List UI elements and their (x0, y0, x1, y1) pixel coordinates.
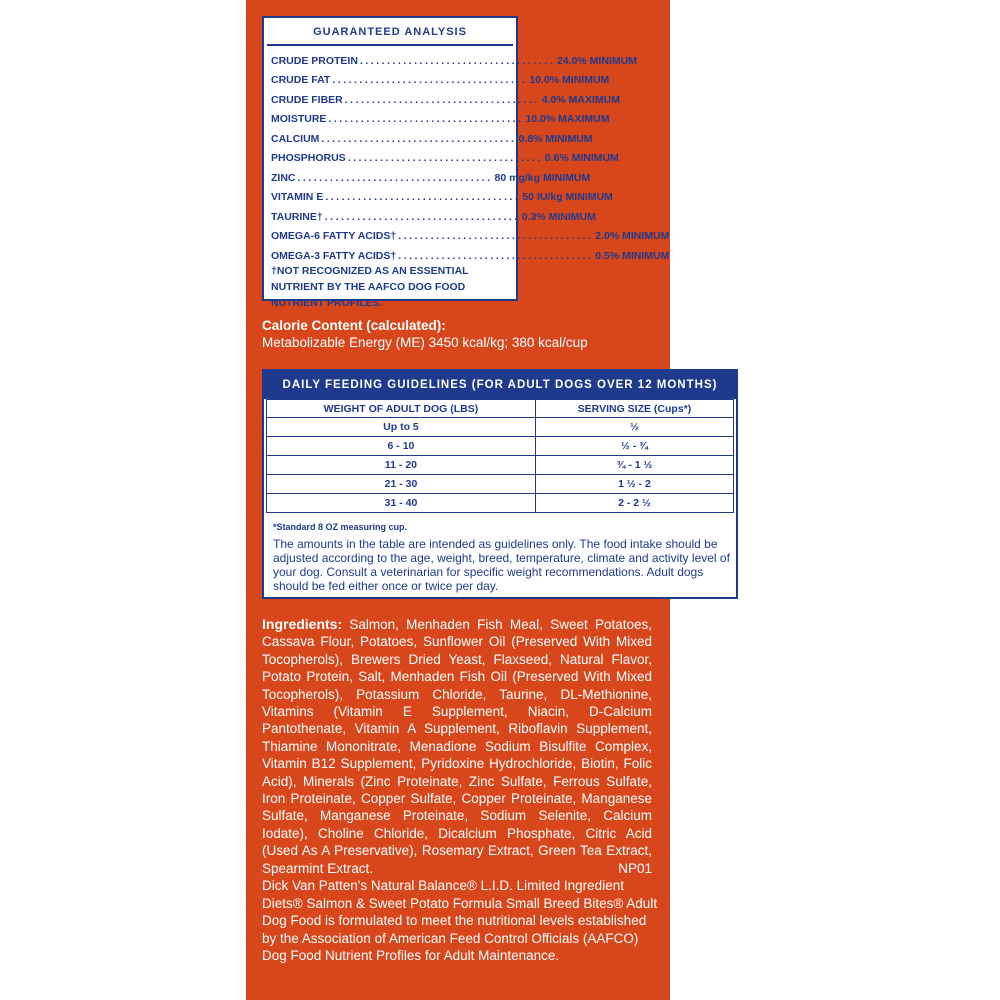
analysis-row: CRUDE FAT .................................... 10.0% MINIMUM (271, 74, 610, 86)
feeding-table (266, 399, 734, 513)
calorie-heading: Calorie Content (calculated): (262, 318, 446, 333)
table-row (267, 494, 734, 513)
analysis-value: 0.5% MINIMUM (595, 249, 670, 262)
analysis-name: TAURINE† (271, 210, 323, 223)
feeding-note: The amounts in the table are intended as guidelines only. The food intake should be adjusted according to the age, weight, breed, temperature, climate and activity level of your dog. Consult a veterinarian for specific weight recommendations. Adult dogs should be fed either once or twice per day. (273, 537, 730, 593)
table-row (267, 475, 734, 494)
col-serving-header: SERVING SIZE (Cups*) (535, 400, 733, 418)
analysis-value: 10.0% MINIMUM (529, 74, 610, 86)
analysis-value: 4.0% MAXIMUM (541, 93, 620, 106)
serving-cell: ¾ - 1 ½ (535, 456, 733, 475)
analysis-value: 0.8% MINIMUM (518, 132, 593, 145)
serving-cell: ½ (535, 418, 733, 437)
serving-cell: 2 - 2 ½ (535, 494, 733, 513)
analysis-row: CALCIUM .................................... 0.8% MINIMUM (271, 132, 593, 145)
analysis-value: 2.0% MINIMUM (595, 230, 670, 242)
serving-cell: 1 ½ - 2 (535, 475, 733, 494)
table-row (267, 437, 734, 456)
weight-cell: Up to 5 (267, 418, 536, 437)
calorie-text: Metabolizable Energy (ME) 3450 kcal/kg; 380 kcal/cup (262, 335, 588, 350)
analysis-name: CRUDE PROTEIN (271, 54, 358, 67)
analysis-value: 24.0% MINIMUM (556, 54, 637, 67)
table-header-row (267, 400, 734, 418)
analysis-name: CRUDE FAT (271, 74, 331, 86)
measuring-cup-footnote: *Standard 8 OZ measuring cup. (273, 522, 408, 532)
aafco-statement: Dick Van Patten's Natural Balance® L.I.D. Limited Ingredient Diets® Salmon & Sweet Potato Formula Small Breed Bites® Adult Dog Food is formulated to meet the nutritional levels established by the Association of American Feed Control Officials (AAFCO) Dog Food Nutrient Profiles for Adult Maintenance. (262, 878, 658, 964)
analysis-name: OMEGA-6 FATTY ACIDS† (271, 230, 397, 242)
analysis-row: VITAMIN E .................................... 50 IU/kg MINIMUM (271, 191, 613, 203)
guaranteed-analysis-title: GUARANTEED ANALYSIS (267, 18, 513, 46)
guaranteed-analysis-box (262, 16, 670, 309)
analysis-value: 10.0% MAXIMUM (525, 113, 610, 125)
analysis-name: MOISTURE (271, 113, 327, 125)
calorie-content (262, 317, 588, 351)
serving-cell: ½ - ¾ (535, 437, 733, 456)
analysis-value: 0.6% MINIMUM (544, 152, 619, 164)
analysis-name: CRUDE FIBER (271, 93, 343, 106)
analysis-row: ZINC .................................... 80 mg/kg MINIMUM (271, 171, 591, 184)
ingredients-heading: Ingredients: (262, 616, 343, 632)
weight-cell: 11 - 20 (267, 456, 536, 475)
product-code: NP01 (618, 860, 652, 876)
weight-cell: 21 - 30 (267, 475, 536, 494)
ingredients-list: Salmon, Menhaden Fish Meal, Sweet Potatoes, Cassava Flour, Potatoes, Sunflower Oil (Preserved With Mixed Tocopherols), Brewers Dried Yeast, Flaxseed, Natural Flavor, Potato Protein, Salt, Menhaden Fish Oil (Preserved With Mixed Tocopherols), Potassium Chloride, Taurine, DL-Methionine, Vitamins (Vitamin E Supplement, Niacin, D-Calcium Pantothenate, Vitamin A Supplement, Riboflavin Supplement, Thiamine Mononitrate, Menadione Sodium Bisulfite Complex, Vitamin B12 Supplement, Pyridoxine Hydrochloride, Biotin, Folic Acid), Minerals (Zinc Proteinate, Zinc Sulfate, Ferrous Sulfate, Iron Proteinate, Copper Sulfate, Copper Proteinate, Manganese Sulfate, Manganese Proteinate, Sodium Selenite, Calcium Iodate), Choline Chloride, Dicalcium Phosphate, Citric Acid (Used As A Preservative), Rosemary Extract, Green Tea Extract, Spearmint Extract. (262, 617, 652, 876)
analysis-row: MOISTURE .................................... 10.0% MAXIMUM (271, 113, 610, 125)
analysis-row: TAURINE† .................................... 0.3% MINIMUM (271, 210, 596, 223)
weight-cell: 31 - 40 (267, 494, 536, 513)
feeding-title: DAILY FEEDING GUIDELINES (FOR ADULT DOGS OVER 12 MONTHS) (264, 371, 736, 399)
analysis-value: 0.3% MINIMUM (521, 210, 596, 223)
table-row (267, 456, 734, 475)
analysis-row: OMEGA-6 FATTY ACIDS† .................................... 2.0% MINIMUM (271, 230, 670, 242)
analysis-name: VITAMIN E (271, 191, 324, 203)
analysis-row: CRUDE FIBER .................................... 4.0% MAXIMUM (271, 93, 620, 106)
analysis-value: 50 IU/kg MINIMUM (522, 191, 613, 203)
weight-cell: 6 - 10 (267, 437, 536, 456)
analysis-row: PHOSPHORUS .................................... 0.6% MINIMUM (271, 152, 619, 164)
analysis-name: ZINC (271, 171, 296, 184)
col-weight-header: WEIGHT OF ADULT DOG (LBS) (267, 400, 536, 418)
analysis-name: OMEGA-3 FATTY ACIDS† (271, 249, 397, 262)
analysis-value: 80 mg/kg MINIMUM (494, 171, 591, 184)
analysis-row: OMEGA-3 FATTY ACIDS† .................................... 0.5% MINIMUM (271, 249, 670, 262)
analysis-footnote: †NOT RECOGNIZED AS AN ESSENTIAL NUTRIENT BY THE AAFCO DOG FOOD NUTRIENT PROFILES. (271, 265, 469, 309)
ingredients-block (262, 616, 652, 877)
feeding-guidelines-box (262, 369, 738, 599)
analysis-name: CALCIUM (271, 132, 320, 145)
analysis-row: CRUDE PROTEIN .................................... 24.0% MINIMUM (271, 54, 637, 67)
analysis-name: PHOSPHORUS (271, 152, 346, 164)
table-row (267, 418, 734, 437)
